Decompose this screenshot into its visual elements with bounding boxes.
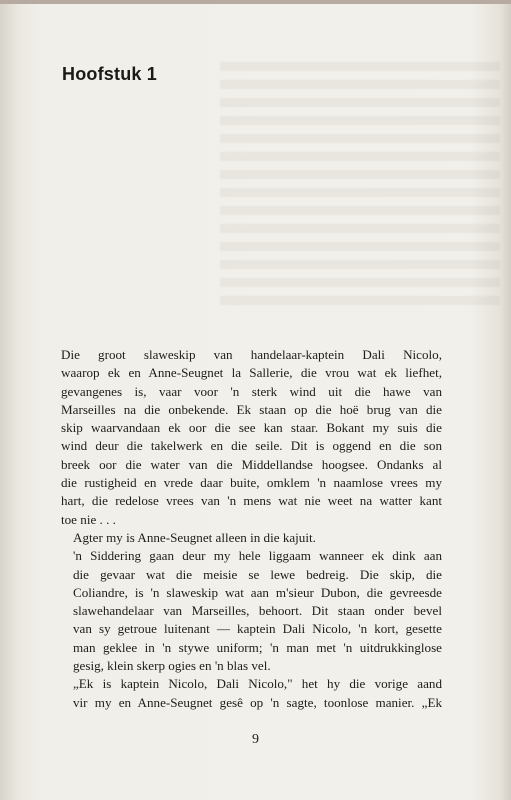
text-line: waarop ek en Anne-Seugnet la Sallerie, die vrou wat ek liefhet, [61,365,442,381]
body-text [61,346,442,712]
text-line: man geklee in 'n stywe uniform; 'n man met 'n uitdrukkinglose [73,639,442,655]
text-line: slawehandelaar van Marseilles, behoort. Dit staan onder bevel [73,603,442,619]
text-line: gevangenes is, vaar voor 'n sterk wind uit die hawe van [61,383,442,399]
text-line: toe nie . . . [61,511,116,527]
text-line: vir my en Anne-Seugnet gesê op 'n sagte, toonlose manier. „Ek [73,694,442,710]
paragraph-2 [61,529,442,547]
paragraph-1 [61,346,442,529]
text-line: „Ek is kaptein Nicolo, Dali Nicolo," het hy die vorige aand [73,676,442,692]
text-line: gesig, klein skerp ogies en 'n blas vel. [73,658,271,674]
text-line: breek oor die water van die Middellandse hoogsee. Ondanks al [61,456,442,472]
paragraph-4 [61,675,442,712]
chapter-title: Hoofstuk 1 [62,64,158,84]
page-number: 9 [252,732,259,747]
text-line: die rustigheid en vrede daar buite, omklem 'n naamlose vrees my [61,475,442,491]
text-line: hart, die redelose vrees van 'n mens wat nie weet na watter kant [61,493,442,509]
text-line: wind deur die takelwerk en die seile. Dit is oggend en die son [61,438,442,454]
text-line: Coliandre, is 'n slaweskip wat aan m'sieur Dubon, die gevreesde [73,584,442,600]
text-line: van sy getroue luitenant — kaptein Dali Nicolo, 'n kort, gesette [73,621,442,637]
text-line: die gevaar wat die meisie se lewe bedreig. Die skip, die [73,566,442,582]
text-line: Die groot slaweskip van handelaar-kaptein Dali Nicolo, [61,347,442,362]
text-line: skip waarvandaan ek oor die see kan staar. Bokant my suis die [61,420,442,436]
paragraph-3 [61,547,442,675]
text-line: Marseilles na die onbekende. Ek staan op die hoë brug van die [61,401,442,417]
text-line: 'n Siddering gaan deur my hele liggaam wanneer ek dink aan [73,548,442,564]
show-through-text [220,62,500,312]
text-line: Agter my is Anne-Seugnet alleen in die kajuit. [73,529,316,545]
page-top-edge [0,0,511,4]
